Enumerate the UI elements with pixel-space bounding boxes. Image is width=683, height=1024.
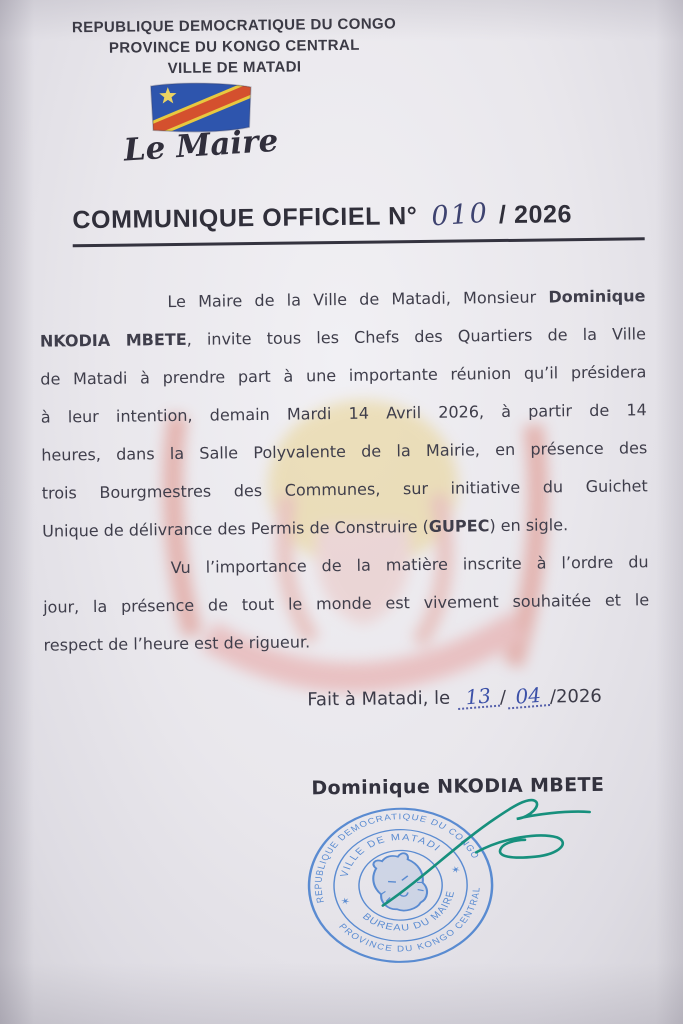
- text-segment: Le Maire de la Ville de Matadi, Monsieur: [167, 287, 549, 312]
- stamp-text-inner-top: VILLE DE MATADI: [338, 832, 443, 879]
- text-segment: heures, dans la Salle Polyvalente de la Mairie, en présence des: [41, 438, 648, 465]
- text-segment: NKODIA MBETE: [39, 329, 187, 351]
- date-line: [307, 682, 602, 711]
- communique-body: [39, 277, 650, 664]
- date-label: Fait à Matadi, le: [307, 687, 451, 711]
- body-line: [43, 581, 649, 626]
- signatory-name: Dominique NKODIA MBETE: [311, 773, 605, 800]
- stamp-text-outer-top: REPUBLIQUE DEMOCRATIQUE DU CONGO: [312, 811, 482, 904]
- communique-title-prefix: COMMUNIQUE OFFICIEL N°: [72, 202, 418, 235]
- date-day-handwritten: 13: [456, 685, 500, 710]
- stamp-right-star-icon: ✶: [449, 863, 463, 877]
- text-segment: jour, la présence de tout le monde est vivement souhaitée et le: [43, 590, 650, 617]
- text-segment: Unique de délivrance des Permis de Construire (: [42, 516, 429, 541]
- communique-number-handwritten: 010: [430, 197, 490, 233]
- body-paragraph: [39, 277, 648, 550]
- date-month-handwritten: 04: [506, 684, 550, 709]
- text-segment: Vu l’importance de la matière inscrite à l’ordre du: [170, 552, 649, 578]
- text-segment: respect de l’heure est de rigueur.: [43, 632, 311, 655]
- letterhead: [22, 13, 447, 81]
- stamp-text-outer-bottom: PROVINCE DU KONGO CENTRAL: [336, 885, 482, 954]
- letterhead-line-city: VILLE DE MATADI: [167, 58, 302, 78]
- text-segment: de Matadi à prendre part à une importante réunion qu’il présidera: [40, 362, 647, 389]
- body-line: [43, 619, 649, 664]
- text-segment: GUPEC: [428, 516, 490, 536]
- office-title: Le Maire: [122, 122, 280, 169]
- letterhead-line-country: REPUBLIQUE DEMOCRATIQUE DU CONGO: [71, 15, 397, 37]
- signature-icon: [363, 777, 603, 920]
- communique-title: [72, 197, 644, 247]
- stamp-text-inner-bottom: BUREAU DU MAIRE: [359, 889, 458, 934]
- text-segment: , invite tous les Chefs des Quartiers de la Ville: [186, 324, 646, 349]
- text-segment: Dominique: [548, 286, 646, 307]
- letterhead-line-province: PROVINCE DU KONGO CENTRAL: [108, 36, 360, 57]
- text-segment: ) en sigle.: [489, 515, 569, 536]
- text-segment: à leur intention, demain Mardi 14 Avril 2026, à partir de 14: [40, 400, 647, 427]
- date-separator: /: [499, 687, 507, 709]
- body-paragraph: [42, 543, 649, 664]
- date-year: /2026: [549, 685, 602, 708]
- communique-title-suffix: / 2026: [498, 200, 573, 230]
- stamp-left-star-icon: ✶: [339, 895, 353, 909]
- text-segment: trois Bourgmestres des Communes, sur initiative du Guichet: [41, 476, 648, 503]
